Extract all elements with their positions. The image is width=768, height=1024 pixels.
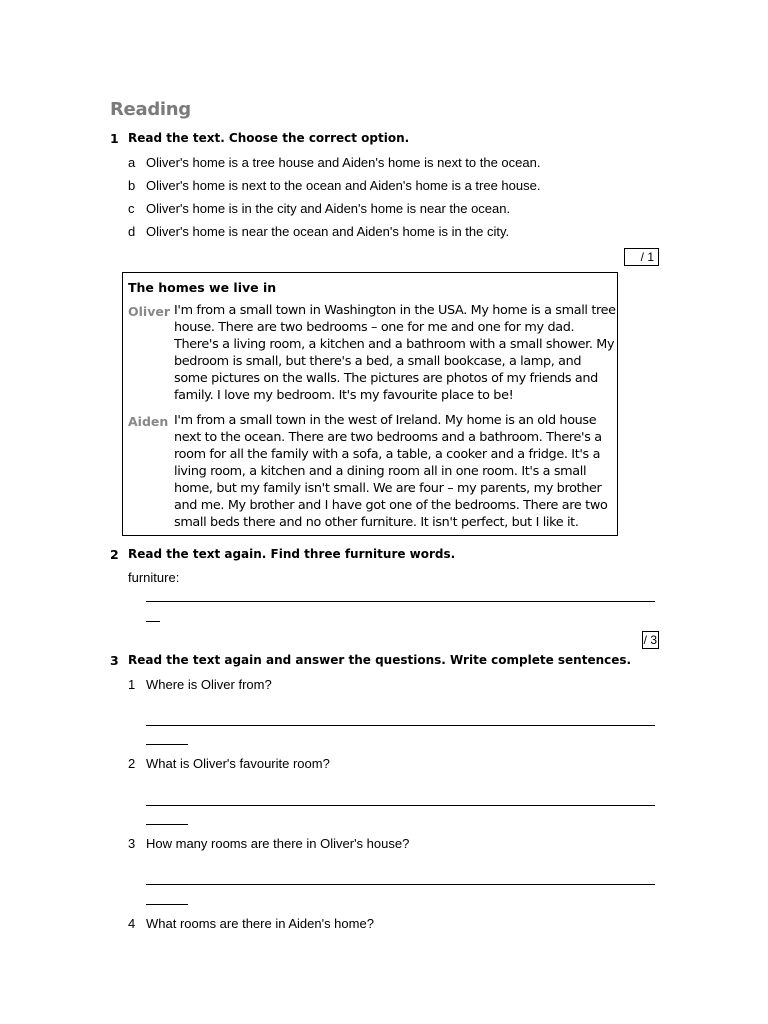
answer-line-3-2[interactable] — [146, 805, 655, 806]
furniture-answer-line-end[interactable] — [146, 621, 160, 622]
answer-line-3-2-end[interactable] — [146, 824, 188, 825]
answer-line-3-1[interactable] — [146, 725, 655, 726]
question-2-number: 2 — [110, 547, 119, 562]
option-a-text[interactable]: Oliver's home is a tree house and Aiden's home is next to the ocean. — [146, 155, 541, 170]
reading-text-title: The homes we live in — [128, 280, 277, 295]
option-a-letter: a — [128, 155, 136, 170]
question-3-number: 3 — [110, 653, 119, 668]
question-3-1-number: 1 — [128, 677, 136, 692]
question-3-4-text: What rooms are there in Aiden's home? — [146, 916, 374, 931]
option-d-text[interactable]: Oliver's home is near the ocean and Aiden's home is in the city. — [146, 224, 510, 239]
question-3-4-number: 4 — [128, 916, 136, 931]
option-b-text[interactable]: Oliver's home is next to the ocean and Aiden's home is a tree house. — [146, 178, 541, 193]
option-d-letter: d — [128, 224, 136, 239]
question-3-3-text: How many rooms are there in Oliver's house? — [146, 836, 410, 851]
question-3-instruction: Read the text again and answer the questions. Write complete sentences. — [128, 653, 632, 667]
option-c-letter: c — [128, 201, 135, 216]
oliver-passage: I'm from a small town in Washington in the USA. My home is a small tree house. There are two bedrooms – one for me and one for my dad. There's a living room, a kitchen and a bathroom with a small shower. My bedroom is small, but there's a bed, a small bookcase, a lamp, and some pictures on the walls. The pictures are photos of my friends and family. I love my bedroom. It's my favourite place to be! — [174, 303, 616, 403]
question-1-number: 1 — [110, 131, 119, 146]
question-3-2-text: What is Oliver's favourite room? — [146, 756, 330, 771]
answer-line-3-3[interactable] — [146, 884, 655, 885]
speaker-oliver: Oliver — [128, 304, 170, 319]
question-1-score-box: / 1 — [624, 248, 659, 266]
question-3-3-number: 3 — [128, 836, 136, 851]
furniture-label: furniture: — [128, 570, 180, 585]
furniture-answer-line[interactable] — [146, 601, 655, 602]
option-b-letter: b — [128, 178, 136, 193]
speaker-aiden: Aiden — [128, 414, 169, 429]
option-c-text[interactable]: Oliver's home is in the city and Aiden's home is near the ocean. — [146, 201, 511, 216]
section-heading: Reading — [110, 99, 191, 120]
question-1-instruction: Read the text. Choose the correct option. — [128, 131, 410, 145]
answer-line-3-3-end[interactable] — [146, 904, 188, 905]
question-2-score-box: / 3 — [643, 633, 657, 647]
question-3-1-text: Where is Oliver from? — [146, 677, 272, 692]
question-2-instruction: Read the text again. Find three furniture words. — [128, 547, 456, 561]
aiden-passage: I'm from a small town in the west of Ireland. My home is an old house next to the ocean. There are two bedrooms and a bathroom. There's a room for all the family with a sofa, a table, a cooker and a fridge. It's a living room, a kitchen and a dining room all in one room. It's a small home, but my family isn't small. We are four – my parents, my brother and me. My brother and I have got one of the bedrooms. There are two small beds there and no other furniture. It isn't perfect, but I like it. — [174, 413, 608, 530]
question-3-2-number: 2 — [128, 756, 136, 771]
answer-line-3-1-end[interactable] — [146, 744, 188, 745]
